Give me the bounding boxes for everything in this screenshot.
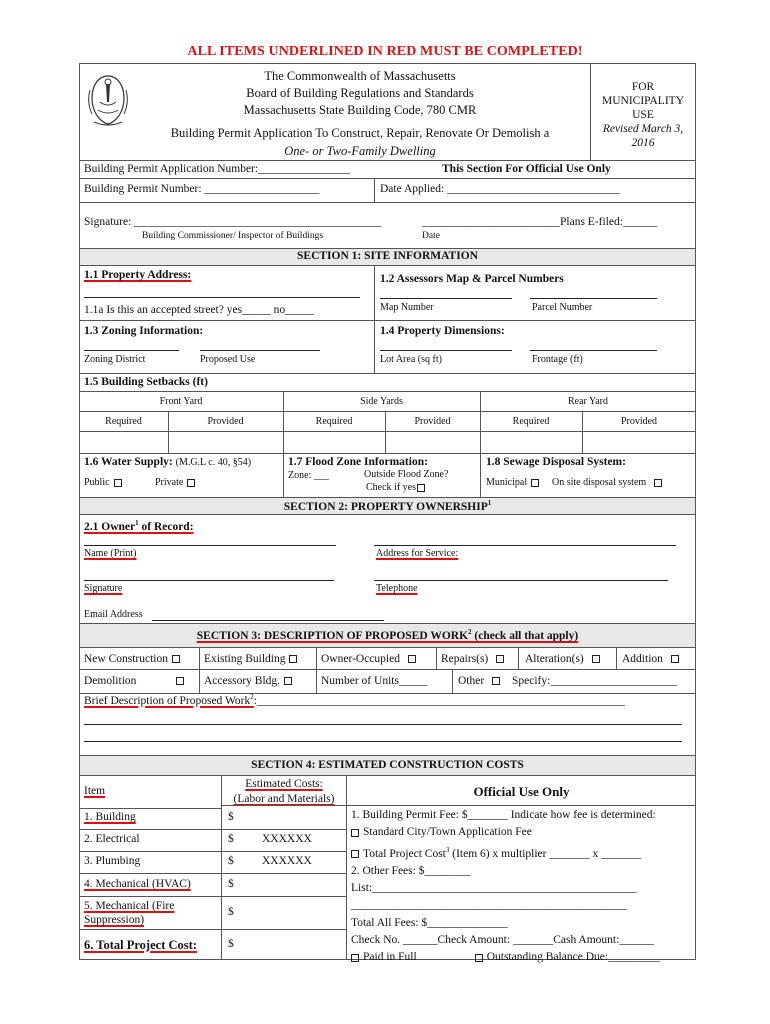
lot-area-caption: Lot Area (sq ft) bbox=[380, 354, 442, 365]
payment-status-row: Paid in Full Outstanding Balance Due:_________ bbox=[351, 949, 660, 966]
official-section-label: This Section For Official Use Only bbox=[442, 163, 611, 175]
private-checkbox[interactable] bbox=[187, 479, 195, 487]
cost-row-plumbing: 3. Plumbing bbox=[84, 855, 141, 867]
cost-electrical-value[interactable]: $ bbox=[228, 833, 234, 845]
new-construction-checkbox[interactable] bbox=[172, 655, 180, 663]
date-caption: Date bbox=[422, 231, 440, 241]
official-use-header: Official Use Only bbox=[473, 784, 570, 799]
fee-list-line-2[interactable]: ________________________________________________ bbox=[351, 899, 627, 912]
revised-date-2: 2016 bbox=[631, 137, 655, 149]
public-water-option[interactable]: Public bbox=[84, 477, 122, 488]
header-line-board: Board of Building Regulations and Standards bbox=[246, 86, 474, 100]
public-checkbox[interactable] bbox=[114, 479, 122, 487]
dimensions-label: 1.4 Property Dimensions: bbox=[380, 325, 505, 337]
sewage-label: 1.8 Sewage Disposal System: bbox=[486, 456, 626, 468]
addition-checkbox[interactable] bbox=[671, 655, 679, 663]
muni-label-3: USE bbox=[632, 109, 654, 121]
zone-field[interactable]: Zone: ___ bbox=[288, 470, 329, 481]
cost-row-building: 1. Building bbox=[84, 811, 136, 823]
map-number-input[interactable] bbox=[380, 298, 512, 299]
side-required-header: Required bbox=[315, 416, 353, 427]
commissioner-caption: Building Commissioner/ Inspector of Buildings bbox=[142, 231, 324, 241]
owner-occupied-checkbox[interactable] bbox=[408, 655, 416, 663]
required-fields-banner: ALL ITEMS UNDERLINED IN RED MUST BE COMPLETED! bbox=[187, 44, 583, 59]
parcel-number-input[interactable] bbox=[530, 298, 657, 299]
accessory-bldg-option[interactable]: Accessory Bldg. bbox=[204, 675, 292, 687]
outstanding-balance-checkbox[interactable] bbox=[475, 954, 483, 962]
form-subtitle: One- or Two-Family Dwelling bbox=[284, 144, 436, 158]
revised-date-1: Revised March 3, bbox=[602, 123, 684, 135]
assessors-label: 1.2 Assessors Map & Parcel Numbers bbox=[380, 273, 564, 285]
specify-field[interactable]: Specify:______________________ bbox=[512, 675, 677, 687]
number-of-units-field[interactable]: Number of Units_____ bbox=[321, 675, 428, 687]
brief-description-field[interactable]: Brief Description of Proposed Work$^2$:________________________________________________________________ bbox=[84, 693, 625, 707]
permit-number-field[interactable]: Building Permit Number: ____________________ bbox=[84, 183, 320, 195]
cost-building-value[interactable]: $ bbox=[228, 811, 234, 823]
signature-caption: Signature bbox=[84, 583, 123, 594]
frontage-caption: Frontage (ft) bbox=[532, 354, 583, 365]
cost-fire-value[interactable]: $ bbox=[228, 906, 234, 918]
alterations-checkbox[interactable] bbox=[592, 655, 600, 663]
repairs-option[interactable]: Repairs(s) bbox=[441, 653, 504, 665]
fee-list-field[interactable]: List:______________________________________________ bbox=[351, 882, 637, 895]
date-applied-field[interactable]: Date Applied: ______________________________ bbox=[380, 183, 620, 195]
brief-description-line-3[interactable] bbox=[84, 741, 682, 742]
paid-in-full-checkbox[interactable] bbox=[351, 954, 359, 962]
addition-option[interactable]: Addition bbox=[622, 653, 679, 665]
massachusetts-seal-icon bbox=[86, 72, 130, 128]
standard-fee-option[interactable]: Standard City/Town Application Fee bbox=[351, 824, 660, 841]
municipal-sewage-option[interactable]: Municipal bbox=[486, 477, 539, 488]
owner-of-record-label: 2.1 Owner$^1$ of Record: bbox=[84, 519, 194, 533]
cost-plumbing-value[interactable]: $ bbox=[228, 855, 234, 867]
building-permit-fee-field[interactable]: 1. Building Permit Fee: $_______ Indicate how fee is determined: bbox=[351, 809, 656, 821]
front-yard-header: Front Yard bbox=[159, 396, 203, 407]
proposed-use-caption: Proposed Use bbox=[200, 354, 256, 365]
cost-plumbing-blocked: XXXXXX bbox=[262, 855, 312, 867]
side-provided-header: Provided bbox=[414, 416, 451, 427]
header-line-commonwealth: The Commonwealth of Massachusetts bbox=[264, 69, 456, 83]
new-construction-option[interactable]: New Construction bbox=[84, 653, 180, 665]
cost-total-value[interactable]: $ bbox=[228, 938, 234, 950]
onsite-checkbox[interactable] bbox=[654, 479, 662, 487]
form-title: Building Permit Application To Construct, Repair, Renovate Or Demolish a bbox=[170, 126, 550, 140]
alterations-option[interactable]: Alteration(s) bbox=[525, 653, 600, 665]
official-fee-block bbox=[351, 807, 660, 967]
section3-title: SECTION 3: DESCRIPTION OF PROPOSED WORK$^2$ (check all that apply) bbox=[196, 628, 579, 642]
total-all-fees-field[interactable]: Total All Fees: $______________ bbox=[351, 916, 508, 929]
owner-signature-input[interactable] bbox=[84, 580, 334, 581]
muni-label-2: MUNICIPALITY bbox=[602, 95, 684, 107]
total-cost-checkbox[interactable] bbox=[351, 850, 359, 858]
estimated-costs-header: Estimated Costs: (Labor and Materials) bbox=[233, 778, 335, 805]
existing-building-checkbox[interactable] bbox=[289, 655, 297, 663]
address-service-caption: Address for Service: bbox=[376, 548, 459, 559]
water-supply-label: 1.6 Water Supply: (M.G.L c. 40, §54) bbox=[84, 456, 252, 468]
property-address-input[interactable] bbox=[84, 297, 360, 298]
accessory-bldg-checkbox[interactable] bbox=[284, 677, 292, 685]
municipality-use-box bbox=[591, 80, 695, 150]
accepted-street-field[interactable]: 1.1a Is this an accepted street? yes_____ no_____ bbox=[84, 304, 314, 316]
cost-row-total: 6. Total Project Cost: bbox=[84, 938, 197, 952]
rear-yard-header: Rear Yard bbox=[568, 396, 608, 407]
demolition-checkbox[interactable] bbox=[176, 677, 184, 685]
zoning-district-caption: Zoning District bbox=[84, 354, 146, 365]
brief-description-line-2[interactable] bbox=[84, 724, 682, 725]
section1-title: SECTION 1: SITE INFORMATION bbox=[297, 250, 478, 262]
section2-title: SECTION 2: PROPERTY OWNERSHIP$^1$ bbox=[283, 499, 492, 513]
owner-telephone-input[interactable] bbox=[374, 580, 668, 581]
telephone-caption: Telephone bbox=[376, 583, 418, 594]
name-print-caption: Name (Print) bbox=[84, 548, 137, 559]
zoning-label: 1.3 Zoning Information: bbox=[84, 325, 204, 337]
cost-hvac-value[interactable]: $ bbox=[228, 878, 234, 890]
other-option[interactable]: Other bbox=[458, 675, 500, 687]
flood-zone-label: 1.7 Flood Zone Information: bbox=[288, 456, 428, 468]
lot-area-input[interactable] bbox=[380, 350, 512, 351]
plans-efiled-field[interactable]: ________________________Plans E-filed:______ bbox=[422, 216, 658, 228]
muni-label-1: FOR bbox=[631, 81, 655, 93]
proposed-use-input[interactable] bbox=[200, 350, 320, 351]
front-provided-header: Provided bbox=[207, 416, 244, 427]
outside-flood-caption: Outside Flood Zone? bbox=[364, 469, 449, 480]
owner-address-input[interactable] bbox=[374, 545, 676, 546]
cost-row-fire-suppression: 5. Mechanical (Fire Suppression) bbox=[84, 900, 175, 926]
header-line-code: Massachusetts State Building Code, 780 CMR bbox=[243, 103, 477, 117]
owner-occupied-option[interactable]: Owner-Occupied bbox=[321, 653, 416, 665]
municipal-checkbox[interactable] bbox=[531, 479, 539, 487]
repairs-checkbox[interactable] bbox=[496, 655, 504, 663]
map-number-caption: Map Number bbox=[380, 302, 434, 313]
flood-check-option[interactable]: Check if yes bbox=[366, 482, 425, 493]
standard-fee-checkbox[interactable] bbox=[351, 829, 359, 837]
property-address-label: 1.1 Property Address: bbox=[84, 269, 192, 281]
setbacks-label: 1.5 Building Setbacks (ft) bbox=[84, 376, 208, 388]
other-fees-field[interactable]: 2. Other Fees: $________ bbox=[351, 864, 471, 877]
application-number-field[interactable]: Building Permit Application Number:________________ bbox=[84, 163, 351, 175]
zoning-district-input[interactable] bbox=[84, 350, 179, 351]
cost-row-electrical: 2. Electrical bbox=[84, 833, 140, 845]
frontage-input[interactable] bbox=[530, 350, 657, 351]
total-cost-multiplier-option[interactable]: Total Project Cost$^3$ (Item 6) x multiplier _______ x _______ bbox=[351, 842, 660, 863]
check-cash-field[interactable]: Check No. ______Check Amount: _______Cash Amount:______ bbox=[351, 933, 654, 946]
private-water-option[interactable]: Private bbox=[155, 477, 195, 488]
section4-title: SECTION 4: ESTIMATED CONSTRUCTION COSTS bbox=[251, 759, 524, 771]
email-caption: Email Address bbox=[84, 609, 143, 620]
other-checkbox[interactable] bbox=[492, 677, 500, 685]
parcel-number-caption: Parcel Number bbox=[532, 302, 593, 313]
email-input[interactable] bbox=[152, 620, 384, 621]
existing-building-option[interactable]: Existing Building bbox=[204, 653, 297, 665]
side-yards-header: Side Yards bbox=[360, 396, 403, 407]
cost-electrical-blocked: XXXXXX bbox=[262, 833, 312, 845]
header-block bbox=[130, 68, 590, 119]
cost-item-header: Item bbox=[84, 785, 106, 797]
front-required-header: Required bbox=[105, 416, 142, 427]
rear-required-header: Required bbox=[512, 416, 550, 427]
form-title-block bbox=[130, 124, 590, 160]
demolition-option[interactable]: Demolition bbox=[84, 675, 184, 687]
flood-checkbox[interactable] bbox=[417, 484, 425, 492]
official-signature-field[interactable]: Signature: ___________________________________________ bbox=[84, 216, 382, 228]
brief-description-label: Brief Description of Proposed Work$^2$ bbox=[84, 693, 254, 707]
rear-provided-header: Provided bbox=[620, 416, 658, 427]
onsite-sewage-option[interactable]: On site disposal system bbox=[552, 477, 662, 488]
cost-row-hvac: 4. Mechanical (HVAC) bbox=[84, 878, 191, 890]
owner-name-input[interactable] bbox=[84, 545, 336, 546]
